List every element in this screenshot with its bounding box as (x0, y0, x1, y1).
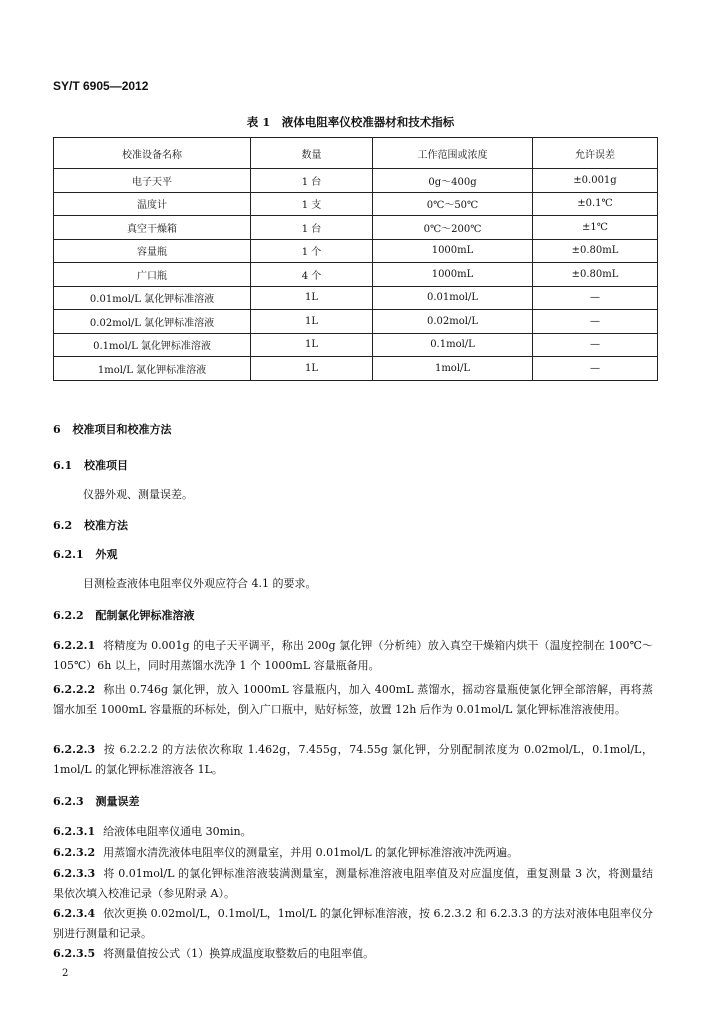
table-cell: 1L (251, 286, 373, 310)
table-cell: ±0.80mL (533, 263, 658, 287)
section-6-2-1-heading (53, 545, 653, 565)
section-number: 6.2.1 (53, 548, 84, 561)
table-row (54, 169, 658, 193)
section-title: 校准项目 (83, 459, 128, 472)
paragraph-text: 给液体电阻率仪通电 30min。 (103, 825, 252, 838)
section-number: 6.2 (53, 519, 73, 532)
table-cell: 0.02mol/L (373, 310, 533, 334)
paragraph-text: 称出 0.746g 氯化钾，放入 1000mL 容量瓶内，加入 400mL 蒸馏水，摇动容量瓶使氯化钾全部溶解，再将蒸馏水加至 1000mL 容量瓶的环标处，倒入广口瓶中，贴好标签，放置 12h 后作为 0.01mol/L 氯化钾标准溶液使用。 (53, 683, 653, 716)
paragraph-text: 用蒸馏水清洗液体电阻率仪的测量室，并用 0.01mol/L 的氯化钾标准溶液冲洗两遍。 (103, 846, 519, 859)
table-row (54, 357, 658, 381)
paragraph-6-2-3-2 (53, 843, 653, 863)
column-header: 校准设备名称 (54, 138, 251, 169)
table-cell: 0℃～200℃ (373, 216, 533, 240)
table-cell: 0g～400g (373, 169, 533, 193)
table-cell: ±0.80mL (533, 239, 658, 263)
table-row (54, 310, 658, 334)
table-cell: 1L (251, 310, 373, 334)
table-cell: 4 个 (251, 263, 373, 287)
table-row (54, 239, 658, 263)
paragraph-6-2-3-3 (53, 864, 653, 904)
paragraph-number: 6.2.3.1 (53, 825, 96, 838)
table-cell: 1mol/L 氯化钾标准溶液 (54, 357, 251, 381)
table-cell: 0.01mol/L (373, 286, 533, 310)
table-cell: — (533, 310, 658, 334)
table-cell: 0℃～50℃ (373, 192, 533, 216)
paragraph-text: 按 6.2.2.2 的方法依次称取 1.462g，7.455g，74.55g 氯化钾，分别配制浓度为 0.02mol/L，0.1mol/L，1mol/L 的氯化钾标准溶液各 1L。 (53, 743, 653, 776)
table-cell: ±0.001g (533, 169, 658, 193)
table-cell: 1000mL (373, 239, 533, 263)
table-cell: 1 支 (251, 192, 373, 216)
section-6-1-heading (53, 456, 653, 476)
section-6-2-2-heading (53, 606, 653, 626)
section-title: 配制氯化钾标准溶液 (95, 609, 195, 622)
table-cell: 1mol/L (373, 357, 533, 381)
column-header: 允许误差 (533, 138, 658, 169)
column-header: 数量 (251, 138, 373, 169)
section-6-heading (53, 420, 653, 440)
paragraph-text: 将 0.01mol/L 的氯化钾标准溶液装满测量室，测量标准溶液电阻率值及对应温度值，重复测量 3 次，将测量结果依次填入校准记录（参见附录 A）。 (53, 867, 653, 900)
section-number: 6.1 (53, 459, 73, 472)
table-cell: 真空干燥箱 (54, 216, 251, 240)
section-6-2-heading (53, 516, 653, 536)
paragraph-6-2-3-1 (53, 822, 653, 842)
paragraph-number: 6.2.3.4 (53, 907, 96, 920)
table-row (54, 286, 658, 310)
section-6-1-text: 仪器外观、测量误差。 (83, 488, 193, 501)
table-header-row (54, 138, 658, 169)
paragraph-number: 6.2.3.5 (53, 947, 96, 960)
paragraph-text: 将测量值按公式（1）换算成温度取整数后的电阻率值。 (103, 947, 375, 960)
paragraph-number: 6.2.2.1 (53, 639, 96, 652)
paragraph-6-2-2-2 (53, 680, 653, 720)
table-cell: 1 台 (251, 216, 373, 240)
section-6-2-1-text: 目测检查液体电阻率仪外观应符合 4.1 的要求。 (83, 577, 317, 590)
paragraph-number: 6.2.2.2 (53, 683, 96, 696)
paragraph-6-2-3-4 (53, 904, 653, 944)
column-header: 工作范围或浓度 (373, 138, 533, 169)
table-cell: 0.1mol/L 氯化钾标准溶液 (54, 333, 251, 357)
table-cell: 电子天平 (54, 169, 251, 193)
table-cell: 0.01mol/L 氯化钾标准溶液 (54, 286, 251, 310)
section-title: 校准项目和校准方法 (72, 423, 172, 436)
standard-code-header: SY/T 6905—2012 (53, 79, 149, 93)
section-title: 校准方法 (83, 519, 128, 532)
page-number: 2 (62, 968, 69, 979)
table-cell: — (533, 333, 658, 357)
section-title: 外观 (95, 548, 118, 561)
section-6-2-3-heading (53, 792, 653, 812)
paragraph-6-2-3-5 (53, 944, 653, 964)
section-number: 6.2.2 (53, 609, 84, 622)
section-title: 测量误差 (95, 795, 140, 808)
table-cell: — (533, 286, 658, 310)
table-cell: 1 个 (251, 239, 373, 263)
table-cell: 0.1mol/L (373, 333, 533, 357)
table-row (54, 216, 658, 240)
table-title: 表 1 液体电阻率仪校准器材和技术指标 (246, 115, 455, 129)
paragraph-number: 6.2.3.3 (53, 867, 96, 880)
table-row (54, 263, 658, 287)
table-cell: 温度计 (54, 192, 251, 216)
table-cell: 1L (251, 333, 373, 357)
paragraph-number: 6.2.3.2 (53, 846, 96, 859)
paragraph-text: 将精度为 0.001g 的电子天平调平，称出 200g 氯化钾（分析纯）放入真空干燥箱内烘干（温度控制在 100℃～105℃）6h 以上，同时用蒸馏水洗净 1 个 1000mL 容量瓶备用。 (53, 639, 653, 672)
table-cell: 1L (251, 357, 373, 381)
table-cell: ±0.1℃ (533, 192, 658, 216)
section-number: 6.2.3 (53, 795, 84, 808)
table-cell: 1000mL (373, 263, 533, 287)
paragraph-text: 依次更换 0.02mol/L，0.1mol/L，1mol/L 的氯化钾标准溶液，按 6.2.3.2 和 6.2.3.3 的方法对液体电阻率仪分别进行测量和记录。 (53, 907, 653, 940)
paragraph-number: 6.2.2.3 (53, 743, 96, 756)
paragraph-6-2-2-1 (53, 636, 653, 676)
table-cell: 1 台 (251, 169, 373, 193)
paragraph-6-2-2-3 (53, 740, 653, 780)
table-cell: 广口瓶 (54, 263, 251, 287)
table-cell: 容量瓶 (54, 239, 251, 263)
calibration-equipment-table (53, 137, 658, 381)
section-number: 6 (53, 423, 61, 436)
table-row (54, 192, 658, 216)
table-cell: 0.02mol/L 氯化钾标准溶液 (54, 310, 251, 334)
table-row (54, 333, 658, 357)
table-cell: ±1℃ (533, 216, 658, 240)
table-cell: — (533, 357, 658, 381)
